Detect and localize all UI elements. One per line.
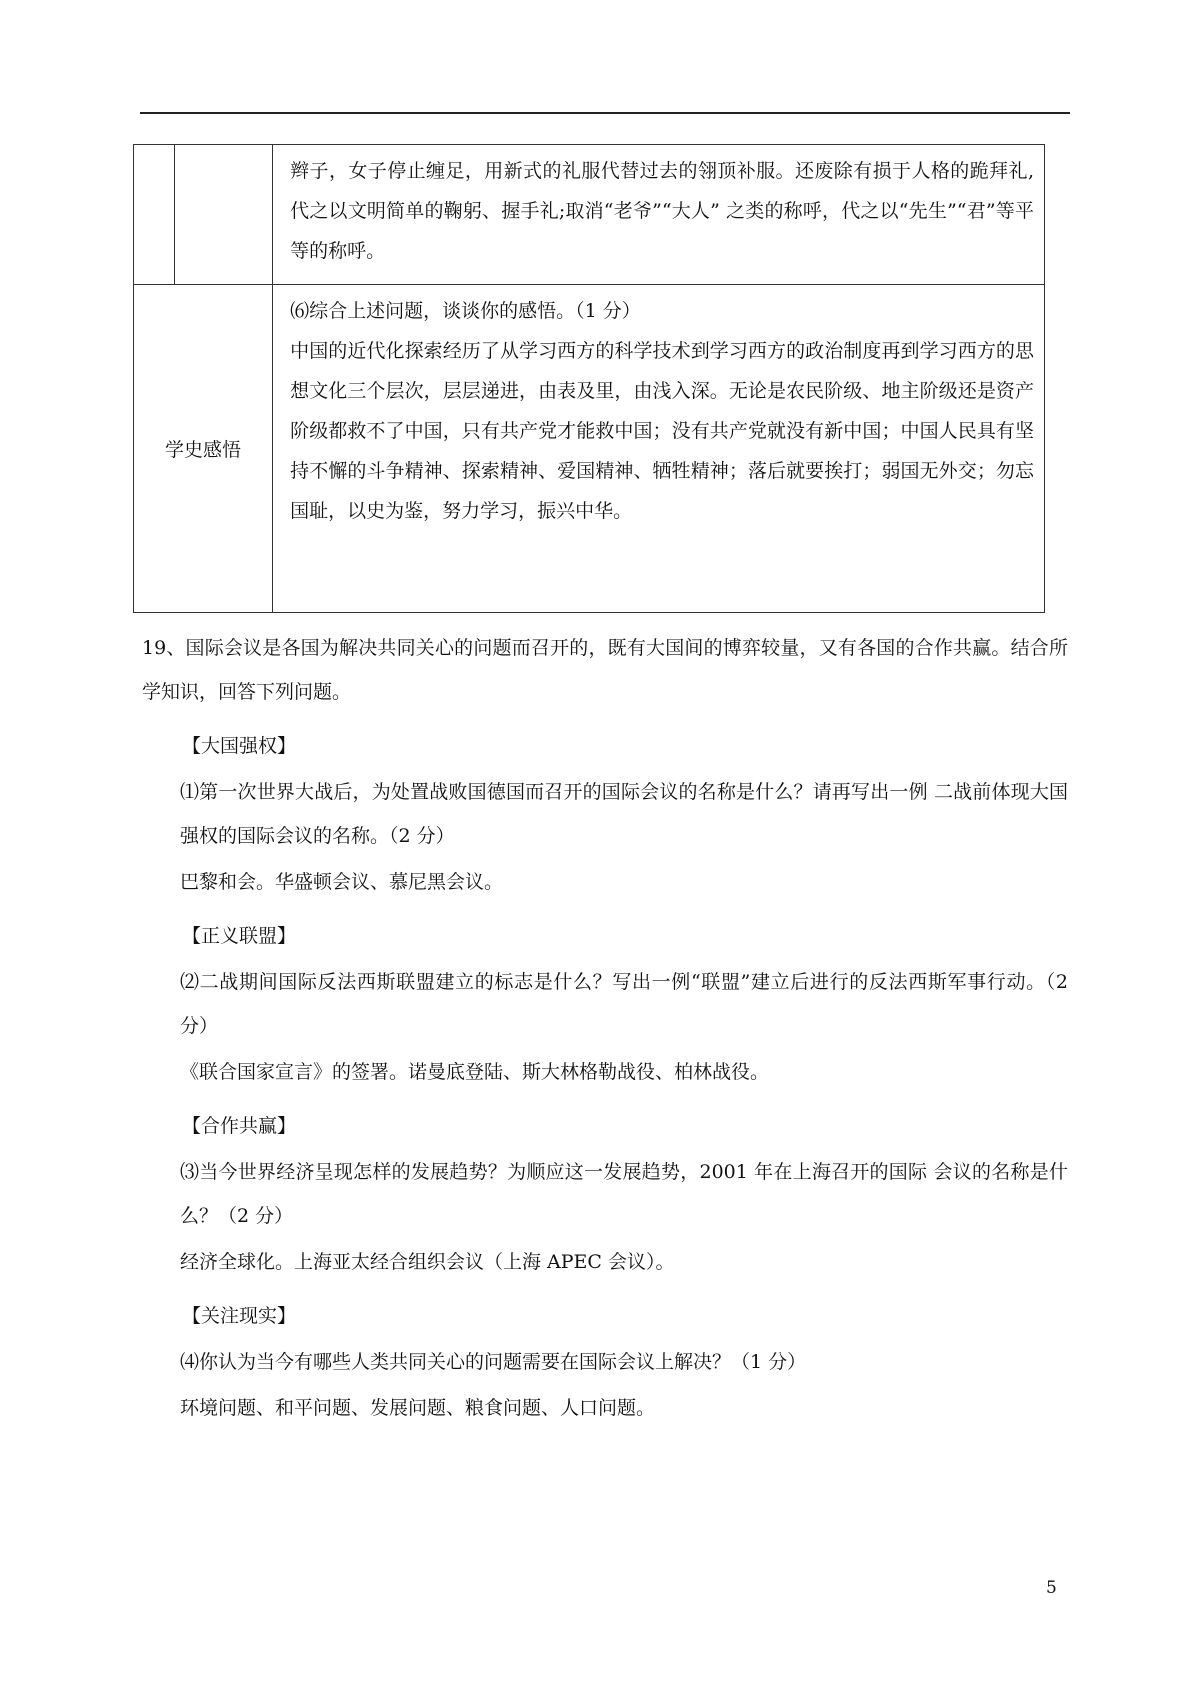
row-label: 学史感悟 [134, 285, 273, 613]
question-19 [142, 626, 1068, 1430]
table-row [134, 145, 1045, 285]
table-row [134, 285, 1045, 613]
section-heading: 【合作共赢】 [182, 1115, 297, 1137]
sub-question: ⑷你认为当今有哪些人类共同关心的问题需要在国际会议上解决？（1 分） [180, 1351, 807, 1373]
reflection-answer: 中国的近代化探索经历了从学习西方的科学技术到学习西方的政治制度再到学习西方的思想文化三个层次，层层递进，由表及里，由浅入深。无论是农民阶级、地主阶级还是资产阶级都救不了中国，只有共产党才能救中国；没有共产党就没有新中国；中国人民具有坚持不懈的斗争精神、探索精神、爱国精神、牺牲精神；落后就要挨打；弱国无外交；勿忘国耻，以史为鉴，努力学习，振兴中华。 [290, 340, 1034, 522]
page-number: 5 [1046, 1578, 1057, 1598]
question-stem: 19、国际会议是各国为解决共同关心的问题而召开的，既有大国间的博弈较量，又有各国的合作共赢。结合所学知识，回答下列问题。 [142, 637, 1068, 703]
table-cell-empty [175, 145, 273, 285]
sub-answer: 《联合国家宣言》的签署。诺曼底登陆、斯大林格勒战役、柏林战役。 [180, 1061, 770, 1083]
reflection-question: ⑹综合上述问题，谈谈你的感悟。（1 分） [290, 300, 641, 322]
table-cell-content [273, 285, 1045, 613]
sub-answer: 巴黎和会。华盛顿会议、慕尼黑会议。 [180, 871, 504, 893]
header-rule [140, 112, 1070, 114]
table-cell-content [273, 145, 1045, 285]
answer-table [133, 144, 1045, 613]
table-cell-empty [134, 145, 175, 285]
reflection-cell [273, 285, 1044, 537]
section-heading: 【正义联盟】 [182, 925, 297, 947]
section-heading: 【关注现实】 [182, 1305, 297, 1327]
row1-content: 辫子，女子停止缠足，用新式的礼服代替过去的翎顶补服。还废除有损于人格的跪拜礼,代之以文明简单的鞠躬、握手礼;取消“老爷”“大人” 之类的称呼，代之以“先生”“君”等平等的称呼。 [290, 160, 1034, 262]
sub-question: ⑶当今世界经济呈现怎样的发展趋势？为顺应这一发展趋势，2001 年在上海召开的国际 会议的名称是什么？（2 分） [180, 1161, 1068, 1227]
sub-question: ⑵二战期间国际反法西斯联盟建立的标志是什么？写出一例“联盟”建立后进行的反法西斯军事行动。（2 分） [180, 971, 1068, 1037]
sub-answer: 环境问题、和平问题、发展问题、粮食问题、人口问题。 [180, 1397, 656, 1419]
section-heading: 【大国强权】 [182, 735, 297, 757]
sub-answer: 经济全球化。上海亚太经合组织会议（上海 APEC 会议）。 [180, 1251, 675, 1273]
sub-question: ⑴第一次世界大战后，为处置战败国德国而召开的国际会议的名称是什么？请再写出一例 二战前体现大国强权的国际会议的名称。（2 分） [180, 781, 1068, 847]
